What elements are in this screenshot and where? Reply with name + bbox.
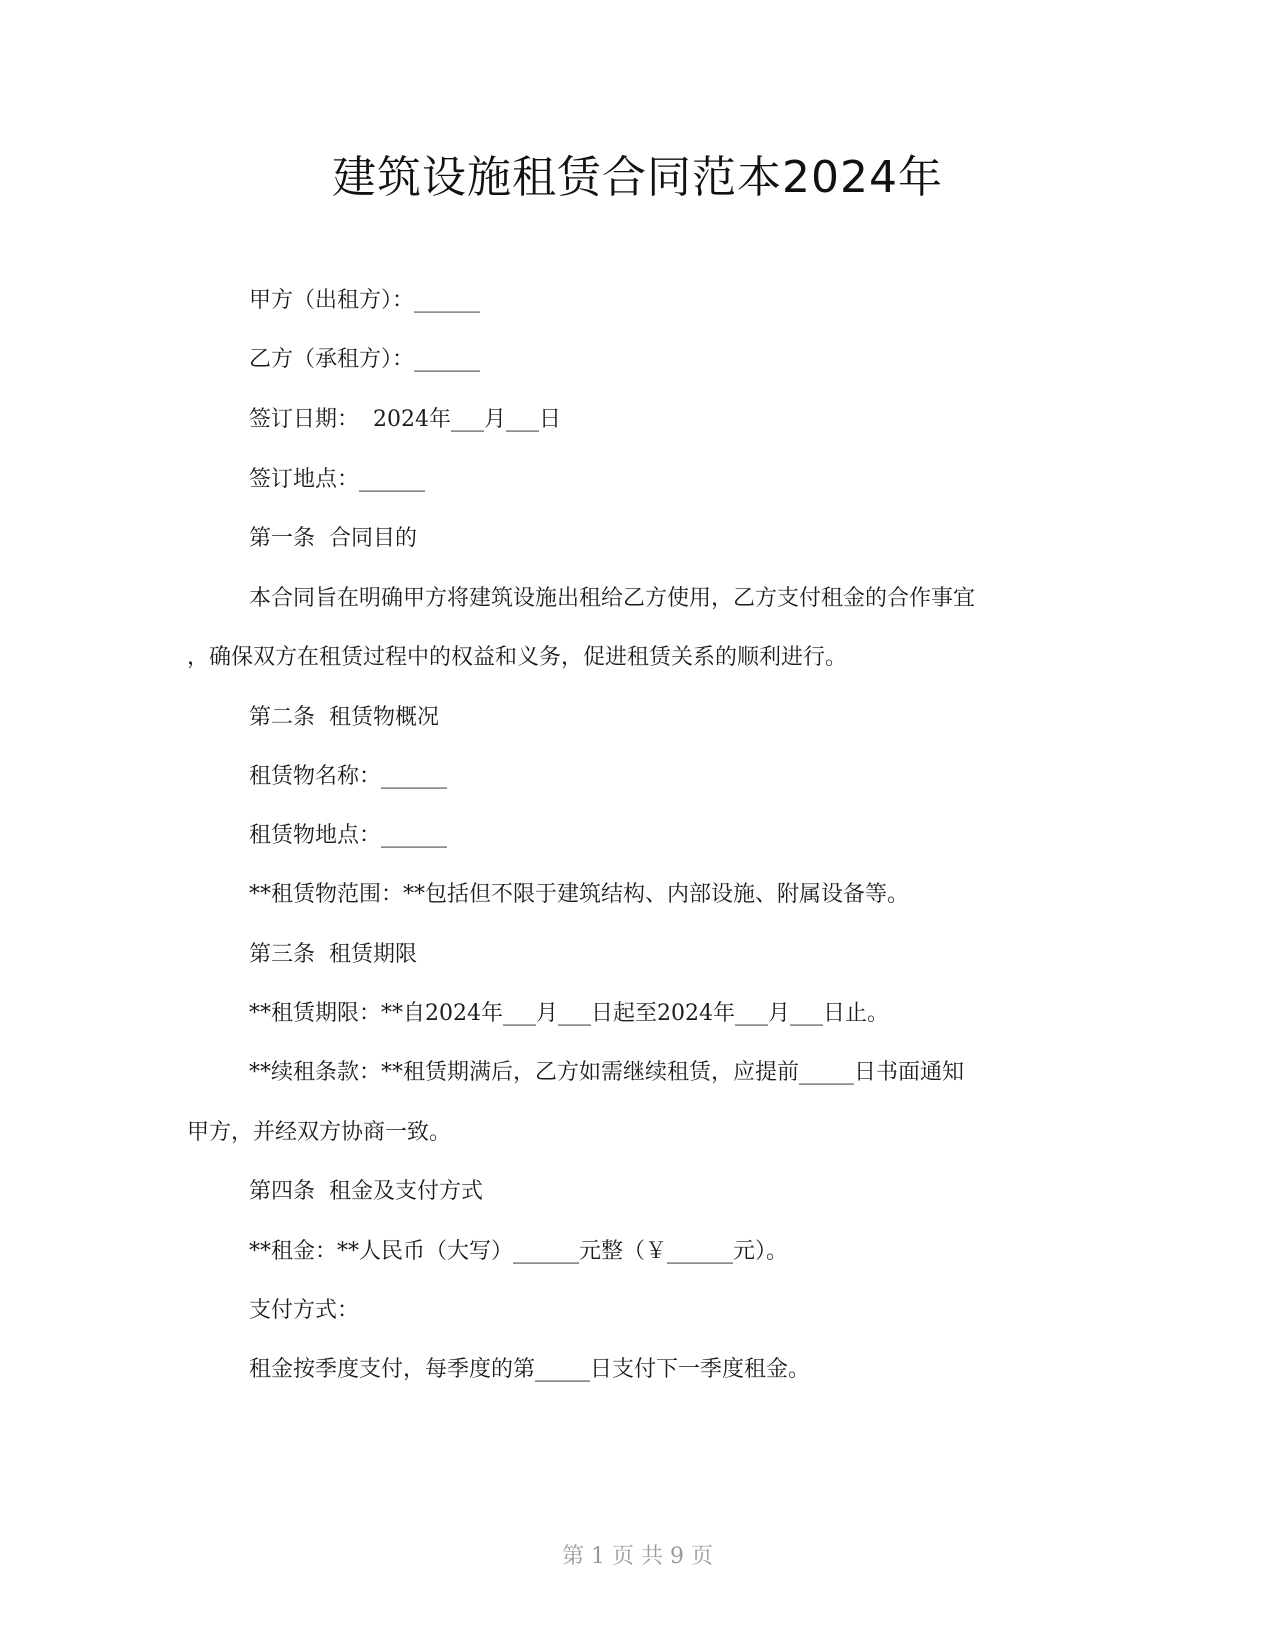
party-b-line: 乙方（承租方）：______ — [249, 347, 481, 372]
signing-place-line: 签订地点：______ — [249, 467, 426, 492]
article-2-heading: 第二条 租赁物概况 — [249, 705, 439, 730]
party-a-line: 甲方（出租方）：______ — [249, 288, 481, 313]
page-indicator: 第 1 页 共 9 页 — [562, 1544, 713, 1569]
lease-term-line: **租赁期限：**自2024年___月___日起至2024年___月___日止。 — [249, 1001, 889, 1026]
leased-item-scope-line: **租赁物范围：**包括但不限于建筑结构、内部设施、附属设备等。 — [249, 882, 910, 907]
document-title: 建筑设施租赁合同范本2024年 — [332, 152, 943, 203]
leased-item-location-line: 租赁物地点：______ — [249, 823, 448, 848]
leased-item-name-line: 租赁物名称：______ — [249, 764, 448, 789]
signing-date-line: 签订日期： 2024年___月___日 — [249, 407, 561, 432]
article-3-heading: 第三条 租赁期限 — [249, 942, 417, 967]
article-1-body-line-2: ，确保双方在租赁过程中的权益和义务，促进租赁关系的顺利进行。 — [187, 645, 848, 670]
renewal-clause-line-2: 甲方，并经双方协商一致。 — [187, 1120, 452, 1145]
renewal-clause-line-1: **续租条款：**租赁期满后，乙方如需继续租赁，应提前_____日书面通知 — [249, 1060, 965, 1085]
payment-method-label: 支付方式： — [249, 1298, 360, 1323]
article-1-heading: 第一条 合同目的 — [249, 526, 417, 551]
article-1-body-line-1: 本合同旨在明确甲方将建筑设施出租给乙方使用，乙方支付租金的合作事宜 — [249, 586, 976, 611]
article-4-heading: 第四条 租金及支付方式 — [249, 1179, 483, 1204]
rent-amount-line: **租金：**人民币（大写）______元整（￥______元）。 — [249, 1239, 789, 1264]
payment-schedule-line: 租金按季度支付，每季度的第_____日支付下一季度租金。 — [249, 1357, 811, 1382]
